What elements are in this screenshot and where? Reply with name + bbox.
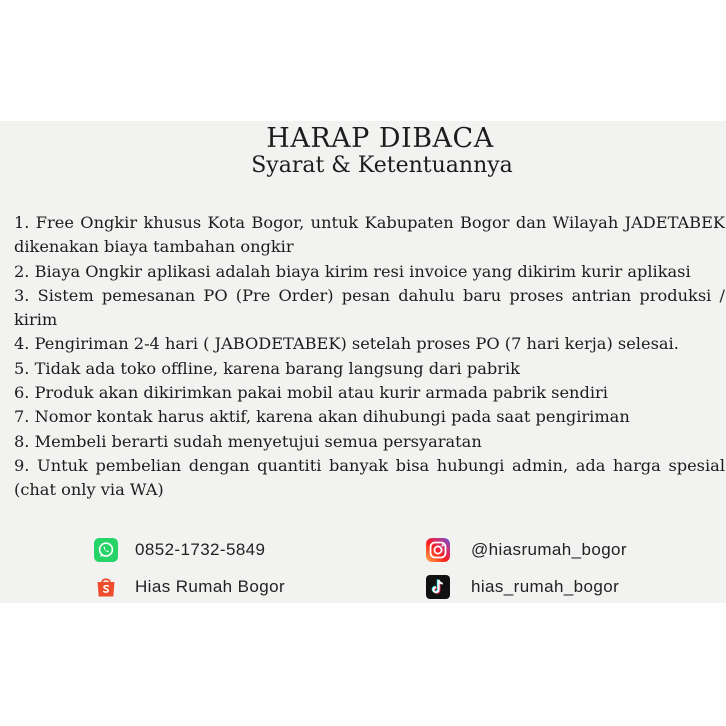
- terms-item: 9. Untuk pembelian dengan quantiti banyak bisa hubungi admin, ada harga spesial (chat only via WA): [14, 455, 725, 500]
- contact-whatsapp[interactable]: [94, 538, 265, 562]
- whatsapp-icon: [94, 538, 118, 562]
- terms-item: 7. Nomor kontak harus aktif, karena akan dihubungi pada saat pengiriman: [14, 407, 630, 427]
- instagram-icon: [426, 538, 450, 562]
- terms-item: 2. Biaya Ongkir aplikasi adalah biaya kirim resi invoice yang dikirim kurir aplikasi: [14, 261, 691, 281]
- tiktok-handle: hias_rumah_bogor: [471, 577, 620, 596]
- terms-item: 5. Tidak ada toko offline, karena barang langsung dari pabrik: [14, 358, 520, 378]
- shopee-store-name: Hias Rumah Bogor: [135, 577, 286, 596]
- terms-item: 6. Produk akan dikirimkan pakai mobil atau kurir armada pabrik sendiri: [14, 383, 608, 403]
- terms-card: [0, 121, 726, 603]
- whatsapp-number: 0852-1732-5849: [135, 540, 266, 559]
- terms-item: 4. Pengiriman 2-4 hari ( JABODETABEK) setelah proses PO (7 hari kerja) selesai.: [14, 334, 679, 354]
- contact-tiktok[interactable]: [426, 575, 619, 599]
- terms-item: 1. Free Ongkir khusus Kota Bogor, untuk Kabupaten Bogor dan Wilayah JADETABEK dikenakan biaya tambahan ongkir: [14, 213, 725, 257]
- instagram-handle: @hiasrumah_bogor: [471, 540, 627, 559]
- terms-item: 3. Sistem pemesanan PO (Pre Order) pesan dahulu baru proses antrian produksi / kirim: [14, 285, 725, 330]
- page-title: HARAP DIBACA: [266, 123, 494, 154]
- shopee-icon: [94, 575, 118, 599]
- tiktok-icon: [426, 575, 450, 599]
- page-subtitle: Syarat & Ketentuannya: [251, 153, 513, 178]
- contacts: [0, 121, 726, 603]
- contact-instagram[interactable]: [426, 538, 627, 562]
- contact-shopee[interactable]: [94, 575, 285, 599]
- terms-item: 8. Membeli berarti sudah menyetujui semua persyaratan: [14, 431, 482, 451]
